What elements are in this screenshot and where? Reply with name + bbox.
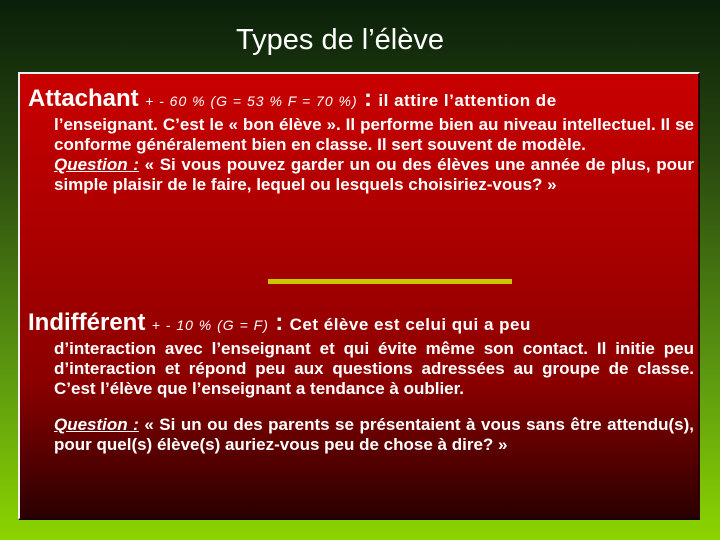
stats-attachant: + - 60 % (G = 53 % F = 70 %) [145,93,358,109]
slide-title: Types de l’élève [236,24,444,56]
colon-indifferent: : [275,309,284,336]
question-indifferent [54,415,694,455]
content-panel [18,72,700,520]
indifferent-lead-line [28,308,698,339]
desc-body-attachant: l’enseignant. C’est le « bon élève ». Il performe bien au niveau intellectuel. Il se conforme généralement bien en classe. Il sert souvent de modèle. [54,115,694,154]
question-text-indifferent: « Si un ou des parents se présentaient à vous sans être attendu(s), pour quel(s) élève(s) auriez-vous peu de chose à dire? » [54,415,694,454]
type-name-indifferent: Indifférent [28,309,146,336]
attachant-lead-line [28,84,698,115]
question-label-attachant: Question : [54,155,139,174]
section-divider [268,279,512,284]
stats-indifferent: + - 10 % (G = F) [151,317,269,333]
colon-attachant: : [364,85,373,112]
question-label-indifferent: Question : [54,415,139,434]
desc-start-attachant: il attire l’attention de [378,91,557,110]
section-indifferent [28,308,698,455]
question-attachant [54,155,694,195]
desc-start-indifferent: Cet élève est celui qui a peu [289,315,531,334]
question-text-attachant: « Si vous pouvez garder un ou des élèves une année de plus, pour simple plaisir de le faire, lequel ou lesquels choisiriez-vous? » [54,155,694,194]
section-attachant [28,84,698,195]
desc-body-indifferent: d’interaction avec l’enseignant et qui évite même son contact. Il initie peu d’interaction et répond peu aux questions adressées au groupe de classe. C’est l’élève que l’enseignant a tendance à oublier. [54,339,694,398]
type-name-attachant: Attachant [28,85,139,112]
